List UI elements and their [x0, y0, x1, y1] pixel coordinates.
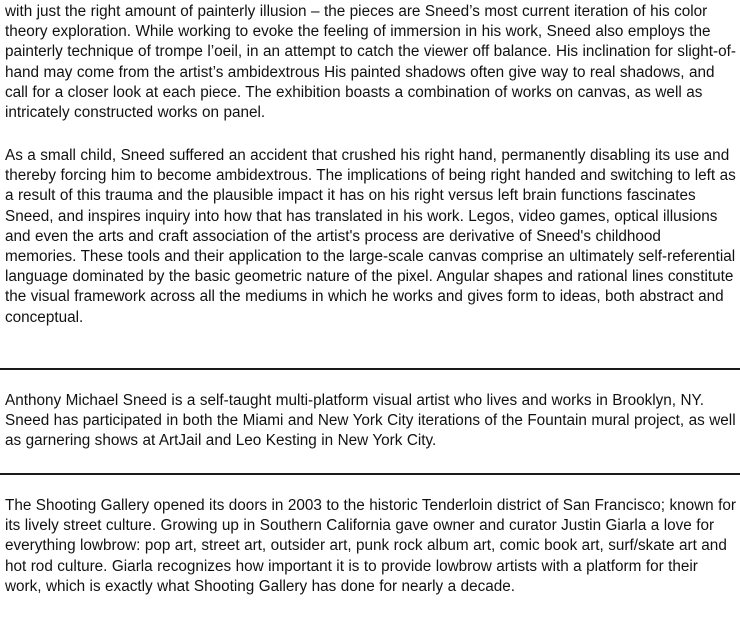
exhibition-description-paragraph: with just the right amount of painterly illusion – the pieces are Sneed’s most current iteration of his color theory exploration. While working to evoke the feeling of immersion in his work, Sneed also employs the painterly technique of trompe l’oeil, in an attempt to catch the viewer off balance. His inclination for slight-of-hand may come from the artist’s ambidextrous His painted shadows often give way to real shadows, and call for a closer look at each piece. The exhibition boasts a combination of works on canvas, as well as intricately constructed works on panel. — [5, 3, 736, 122]
gallery-bio-paragraph: The Shooting Gallery opened its doors in 2003 to the historic Tenderloin district of San Francisco; known for its lively street culture. Growing up in Southern California gave owner and curator Justin Giarla a love for everything lowbrow: pop art, street art, outsider art, punk rock album art, comic book art, surf/skate art and hot rod culture. Giarla recognizes how important it is to provide lowbrow artists with a platform for their work, which is exactly what Shooting Gallery has done for nearly a decade. — [5, 497, 736, 595]
artist-background-paragraph: As a small child, Sneed suffered an accident that crushed his right hand, permanently disabling its use and thereby forcing him to become ambidextrous. The implications of being right handed and switching to left as a result of this trauma and the plausible impact it has on his right versus left brain functions fascinates Sneed, and inspires inquiry into how that has translated in his work. Legos, video games, optical illusions and even the arts and craft association of the artist's process are derivative of Sneed's childhood memories. These tools and their application to the large-scale canvas comprise an ultimately self-referential language dominated by the basic geometric nature of the pixel. Angular shapes and rational lines constitute the visual framework across all the mediums in which he works and gives form to ideas, both abstract and conceptual. — [5, 147, 736, 326]
section-divider — [0, 473, 740, 475]
section-divider — [0, 368, 740, 370]
artist-bio-paragraph: Anthony Michael Sneed is a self-taught multi-platform visual artist who lives and works in Brooklyn, NY. Sneed has participated in both the Miami and New York City iterations of the Fountain mural project, as well as garnering shows at ArtJail and Leo Kesting in New York City. — [5, 392, 736, 450]
